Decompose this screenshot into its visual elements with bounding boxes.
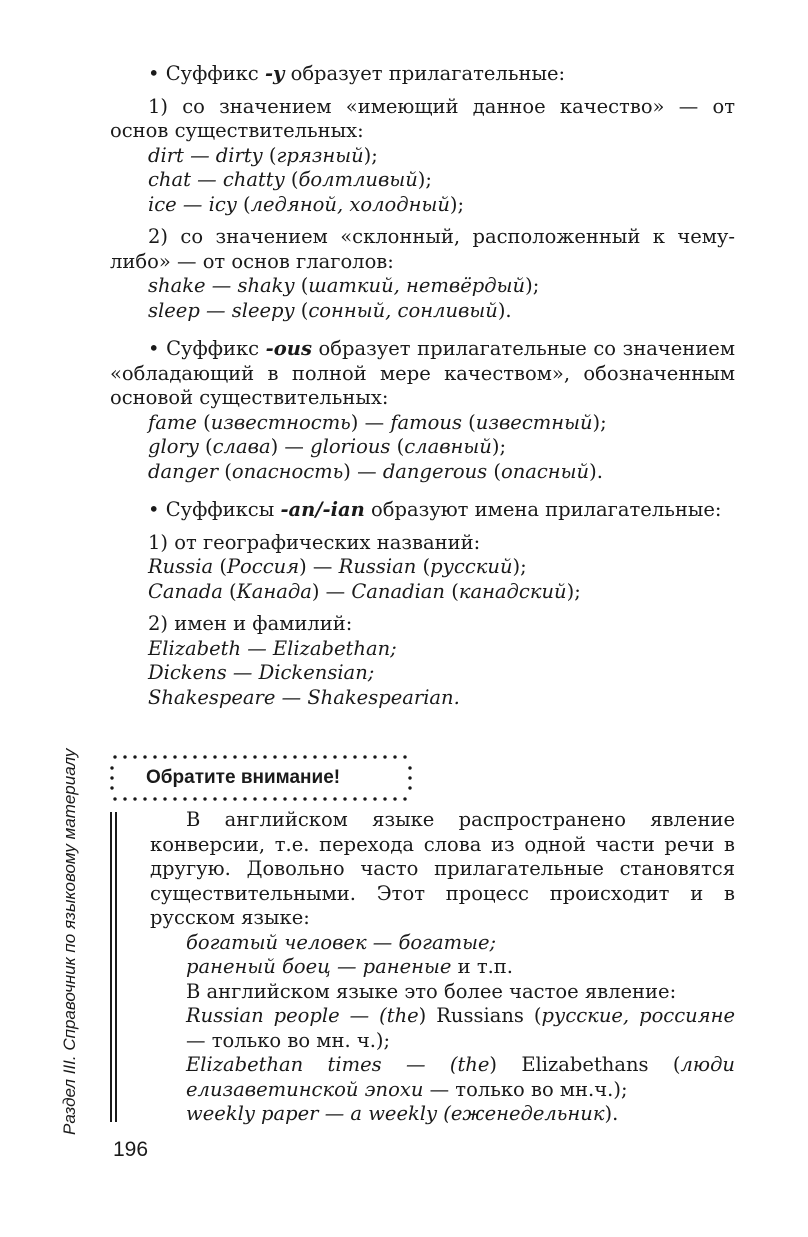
english-conversion-intro: В английском языке это более частое явление: [186,979,677,1003]
dotted-border-left [110,763,114,793]
english-example: weekly paper — a weekly (еженедельник). [186,1102,619,1125]
example-line: fame (известность) — famous (известный); [148,410,607,434]
page-number: 196 [113,1138,149,1161]
notice-box [110,755,412,801]
dotted-border-top [110,755,412,759]
suffix-an-ian-heading: • Суффиксы -an/-ian образуют имена прилагательные: [148,498,722,521]
suffix-y-meaning-2: 2) со значением «склонный, расположенный к чему-либо» — от основ глаголов: [110,225,735,273]
example-line: Elizabeth — Elizabethan; [148,636,397,660]
example-line: sleep — sleepy (сонный, сонливый). [148,298,512,322]
example-line: Russia (Россия) — Russian (русский); [148,555,527,578]
conversion-paragraph: В английском языке распространено явление конверсии, т.е. перехода слова из одной части речи в другую. Довольно часто прилагательные становятся существительными. Этот процесс происходит и в русском языке: [150,808,735,929]
section-running-title: Раздел III. Справочник по языковому материалу [60,748,79,1135]
suffix-an-ian-label: -an/-ian [280,498,365,521]
example-line: Shakespeare — Shakespearian. [148,685,460,709]
english-example: Elizabethan times — (the) Elizabethans (люди елизаветинской эпохи — только во мн.ч.); [186,1053,735,1101]
example-line: Canada (Канада) — Canadian (канадский); [148,579,581,603]
russian-example: раненый боец — раненые и т.п. [186,955,513,978]
dotted-border-right [408,763,412,793]
example-line: shake — shaky (шаткий, нетвёрдый); [148,274,540,297]
dotted-border-bottom [110,797,412,801]
suffix-y-heading: • Суффикс -y образует прилагательные: [148,62,566,85]
suffix-an-meaning-2: 2) имен и фамилий: [148,612,353,635]
suffix-an-meaning-1: 1) от географических названий: [148,530,481,554]
example-line: chat — chatty (болтливый); [148,168,432,191]
suffix-ous-heading: • Суффикс -ous образует прилагательные со значением «обладающий в полной мере качеством», обозначенным основой существительных: [110,337,735,409]
suffix-y-meaning-1: 1) со значением «имеющий данное качество» — от основ существительных: [110,94,735,142]
notice-side-rules [110,812,118,1122]
russian-example: богатый человек — богатые; [186,930,497,954]
suffix-y-label: -y [264,62,285,85]
notice-title: Обратите внимание! [146,767,341,788]
example-line: Dickens — Dickensian; [148,661,375,684]
example-line: ice — icy (ледяной, холодный); [148,192,465,216]
example-line: dirt — dirty (грязный); [148,143,378,167]
example-line: glory (слава) — glorious (славный); [148,435,507,458]
english-example: Russian people — (the) Russians (русские, россияне — только во мн. ч.); [186,1004,736,1052]
suffix-ous-label: -ous [265,337,312,360]
notice-content [150,808,735,1127]
example-line: danger (опасность) — dangerous (опасный). [148,459,603,483]
page-body [110,62,735,710]
